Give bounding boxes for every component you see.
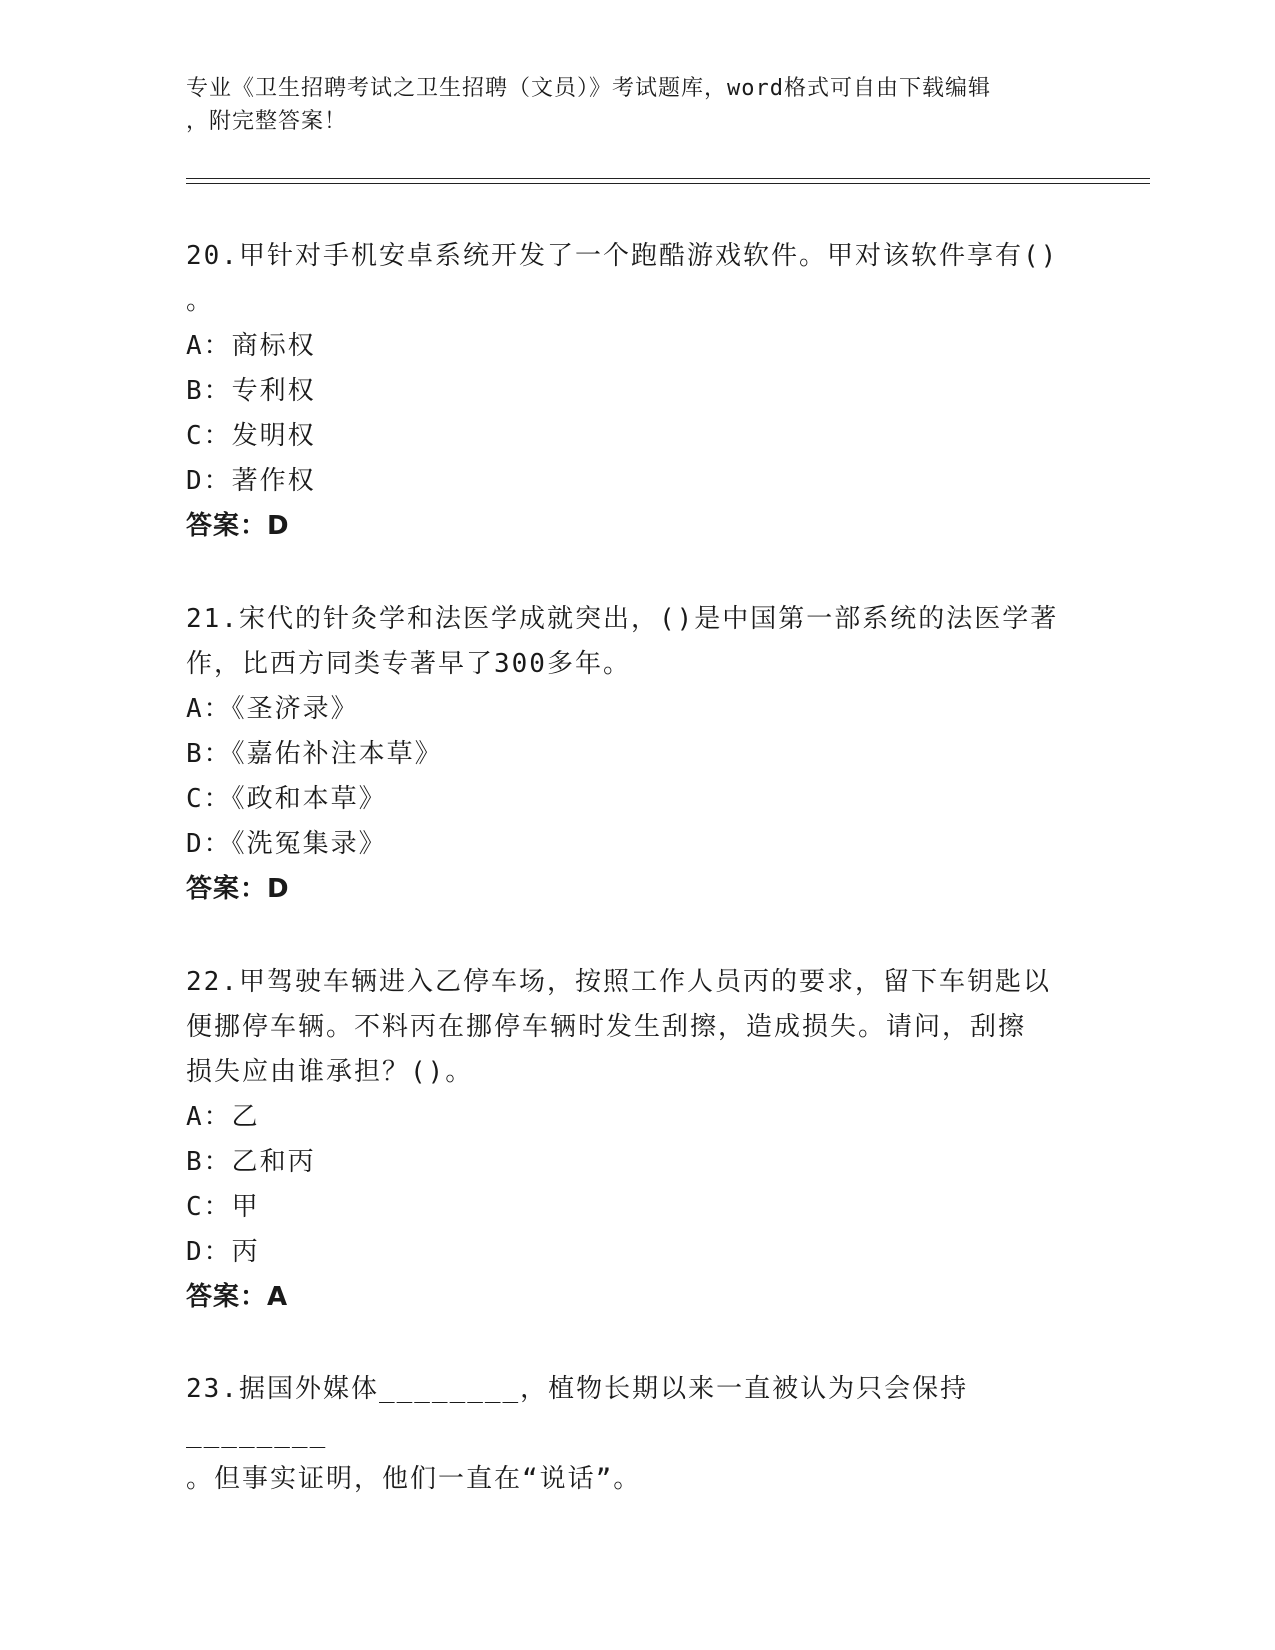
option-c: C：《政和本草》: [186, 784, 387, 814]
header-divider-bottom: [186, 183, 1150, 184]
question-stem-line: 22.甲驾驶车辆进入乙停车场，按照工作人员丙的要求，留下车钥匙以: [186, 967, 1051, 997]
question-stem-line: 作，比西方同类专著早了300多年。: [186, 649, 631, 679]
question-stem-line: 23.据国外媒体________，植物长期以来一直被认为只会保持________: [186, 1374, 969, 1449]
question-stem-line: 损失应由谁承担？()。: [186, 1057, 474, 1087]
option-b: B：《嘉佑补注本草》: [186, 739, 443, 769]
option-d: D：丙: [186, 1237, 260, 1267]
option-c: C：发明权: [186, 421, 316, 451]
question-stem-line: 21.宋代的针灸学和法医学成就突出，()是中国第一部系统的法医学著: [186, 604, 1059, 634]
header-divider-top: [186, 178, 1150, 179]
question-stem-line: 。但事实证明，他们一直在“说话”。: [186, 1464, 642, 1494]
header-line-2: ，附完整答案！: [186, 109, 348, 134]
option-c: C：甲: [186, 1192, 260, 1222]
question-stem-line: 便挪停车辆。不料丙在挪停车辆时发生刮擦，造成损失。请问，刮擦: [186, 1012, 1027, 1042]
answer-line: 答案：D: [186, 874, 290, 904]
option-d: D：著作权: [186, 466, 316, 496]
option-b: B：乙和丙: [186, 1147, 316, 1177]
option-d: D：《洗冤集录》: [186, 829, 387, 859]
question-stem-line: 20.甲针对手机安卓系统开发了一个跑酷游戏软件。甲对该软件享有(): [186, 241, 1059, 271]
option-a: A：乙: [186, 1102, 260, 1132]
question-20: [186, 234, 1066, 549]
option-a: A：《圣济录》: [186, 694, 359, 724]
header-line-1: 专业《卫生招聘考试之卫生招聘（文员）》考试题库，word格式可自由下载编辑: [186, 76, 991, 101]
question-stem-line: 。: [186, 286, 215, 316]
document-header: [186, 72, 1066, 138]
question-21: [186, 597, 1066, 912]
question-23: [186, 1367, 1066, 1502]
answer-line: 答案：D: [186, 511, 290, 541]
option-a: A：商标权: [186, 331, 316, 361]
option-b: B：专利权: [186, 376, 316, 406]
answer-line: 答案：A: [186, 1282, 289, 1312]
question-22: [186, 960, 1066, 1320]
